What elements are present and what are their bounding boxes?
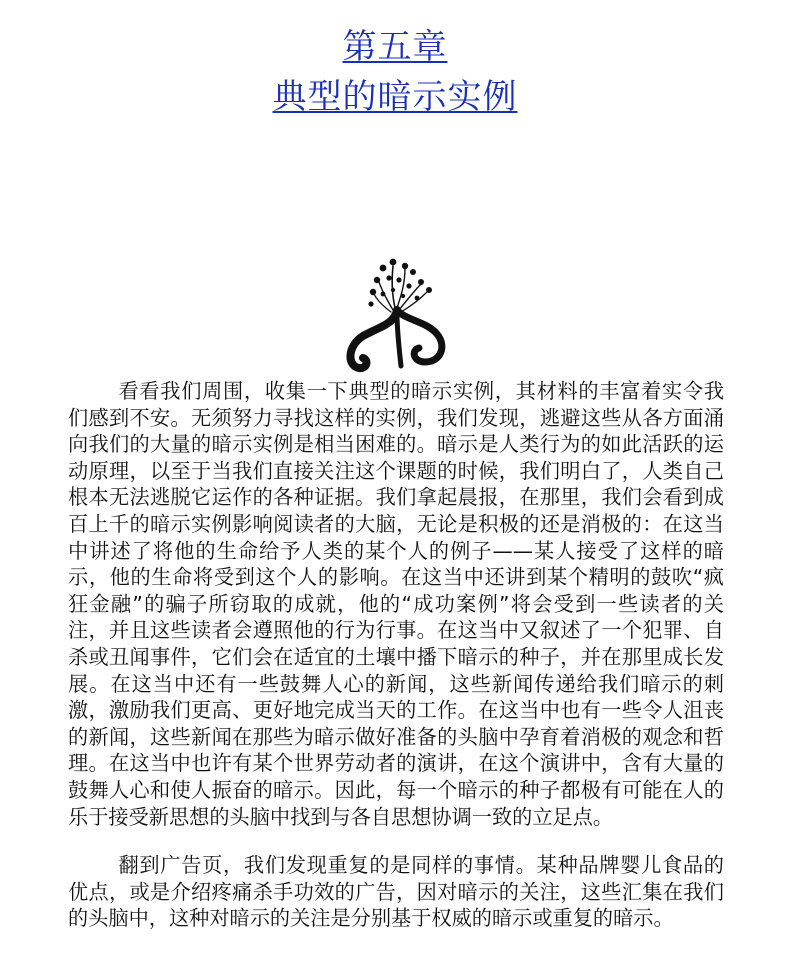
paragraph-2: 翻到广告页，我们发现重复的是同样的事情。某种品牌婴儿食品的优点，或是介绍疼痛杀手功效的广告，因对暗示的关注，这些汇集在我们的头脑中，这种对暗示的关注是分别基于权威的暗示或重复的暗示。 bbox=[68, 853, 724, 931]
chapter-heading bbox=[0, 22, 790, 122]
chapter-number-link[interactable]: 第五章 bbox=[342, 27, 448, 67]
chapter-title-link[interactable]: 典型的暗示实例 bbox=[272, 77, 518, 117]
flower-sprout-ornament-icon bbox=[337, 258, 455, 374]
paragraph-1: 看看我们周围，收集一下典型的暗示实例，其材料的丰富着实令我们感到不安。无须努力寻找这样的实例，我们发现，逃避这些从各方面涌向我们的大量的暗示实例是相当困难的。暗示是人类行为的如此活跃的运动原理，以至于当我们直接关注这个课题的时候，我们明白了，人类自己根本无法逃脱它运作的各种证据。我们拿起晨报，在那里，我们会看到成百上千的暗示实例影响阅读者的大脑，无论是积极的还是消极的：在这当中讲述了将他的生命给予人类的某个人的例子——某人接受了这样的暗示，他的生命将受到这个人的影响。在这当中还讲到某个精明的鼓吹“疯狂金融”的骗子所窃取的成就，他的“成功案例”将会受到一些读者的关注，并且这些读者会遵照他的行为行事。在这当中又叙述了一个犯罪、自杀或丑闻事件，它们会在适宜的土壤中播下暗示的种子，并在那里成长发展。在这当中还有一些鼓舞人心的新闻，这些新闻传递给我们暗示的刺激，激励我们更高、更好地完成当天的工作。在这当中也有一些令人沮丧的新闻，这些新闻在那些为暗示做好准备的头脑中孕育着消极的观念和哲理。在这当中也许有某个世界劳动者的演讲，在这个演讲中，含有大量的鼓舞人心和使人振奋的暗示。因此，每一个暗示的种子都极有可能在人的乐于接受新思想的头脑中找到与各自思想协调一致的立足点。 bbox=[68, 379, 724, 829]
body-text bbox=[68, 378, 724, 932]
